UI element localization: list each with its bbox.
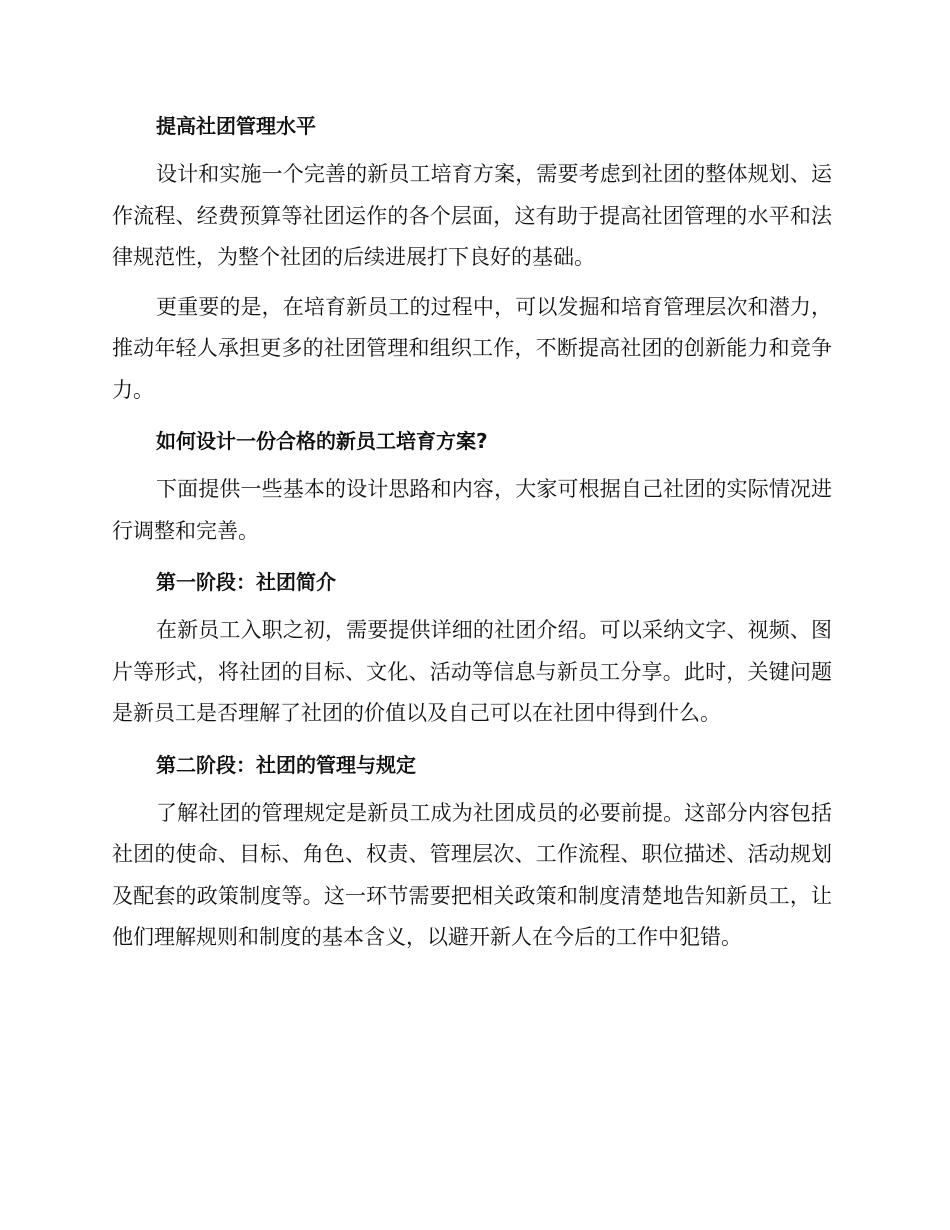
paragraph: 在新员工入职之初，需要提供详细的社团介绍。可以采纳文字、视频、图片等形式，将社团的目标、文化、活动等信息与新员工分享。此时，关键问题是新员工是否理解了社团的价值以及自己可以在社团中得到什么。	[112, 618, 832, 725]
paragraph: 设计和实施一个完善的新员工培育方案，需要考虑到社团的整体规划、运作流程、经费预算等社团运作的各个层面，这有助于提高社团管理的水平和法律规范性，为整个社团的后续进展打下良好的基础。	[112, 162, 832, 269]
paragraph: 了解社团的管理规定是新员工成为社团成员的必要前提。这部分内容包括社团的使命、目标、角色、权责、管理层次、工作流程、职位描述、活动规划及配套的政策制度等。这一环节需要把相关政策和制度清楚地告知新员工，让他们理解规则和制度的基本含义，以避开新人在今后的工作中犯错。	[112, 800, 832, 949]
paragraph: 下面提供一些基本的设计思路和内容，大家可根据自己社团的实际情况进行调整和完善。	[112, 477, 832, 543]
paragraph: 更重要的是，在培育新员工的过程中，可以发掘和培育管理层次和潜力，推动年轻人承担更多的社团管理和组织工作，不断提高社团的创新能力和竞争力。	[112, 294, 832, 402]
section-heading-management-level: 提高社团管理水平	[156, 114, 316, 138]
section-heading-stage-two: 第二阶段：社团的管理与规定	[156, 752, 416, 777]
document-body	[112, 104, 832, 959]
section-heading-how-to-design: 如何设计一份合格的新员工培育方案?	[156, 429, 488, 453]
section-heading-stage-one: 第一阶段：社团简介	[156, 570, 336, 594]
